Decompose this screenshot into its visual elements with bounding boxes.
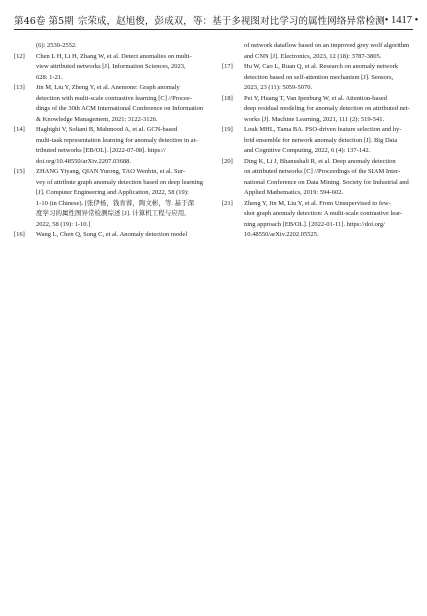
- reference-entry: [222, 41, 414, 62]
- reference-line: brid ensemble for network anomaly detection [J]. Big Data: [244, 136, 398, 144]
- reference-text: [36, 52, 208, 84]
- reference-line: Ding K, Li J, Bhanushali R, et al. Deep anomaly detection: [244, 157, 396, 165]
- reference-line: Zheng Y, Jin M, Liu Y, et al. From Unsupervised to few-: [244, 199, 391, 207]
- reference-entry: [14, 52, 208, 84]
- reference-line: multi-task representation learning for anomaly detection in at-: [36, 136, 198, 144]
- reference-line: Pei Y, Huang T, Van Ipenburg W, et al. Attention-based: [244, 94, 388, 102]
- reference-entry: [14, 167, 208, 230]
- header-rule: [14, 29, 413, 30]
- running-title: 宗荣成，赵旭俊，彭成双，等：基于多视图对比学习的属性网络异常检测: [77, 16, 385, 27]
- reference-text: [36, 167, 208, 230]
- reference-line: Hu W, Cao L, Ruan Q, et al. Research on anomaly network: [244, 63, 398, 70]
- reference-line: Jin M, Liu Y, Zheng Y, et al. Anemone: Graph anomaly: [36, 84, 180, 91]
- reference-entry: [14, 230, 208, 241]
- reference-number: [14, 41, 36, 52]
- reference-number: [21]: [222, 199, 233, 207]
- reference-text: [36, 125, 208, 167]
- reference-line: on attributed networks [C] //Proceedings of the SIAM Inter-: [244, 168, 401, 175]
- reference-entry: [14, 41, 208, 52]
- reference-number: [12]: [14, 52, 25, 60]
- reference-entry: [222, 62, 414, 94]
- reference-text: [36, 41, 208, 52]
- page-header: [14, 12, 419, 28]
- reference-line: vey of attribute graph anomaly detection based on deep learning: [36, 178, 203, 186]
- reference-entry: [222, 157, 414, 199]
- reference-line: Louk MHL, Tama BA. PSO-driven feature selection and hy-: [244, 126, 402, 133]
- reference-line: tributed networks [EB/OL]. [2022-07-08]. https://: [36, 147, 166, 154]
- reference-line: works [J]. Machine Learning, 2021, 111 (2): 519-541.: [244, 115, 385, 123]
- reference-line: [J]. Computer Engineering and Application, 2022, 58 (19):: [36, 189, 189, 196]
- reference-line: Haghighi V, Soltani B, Mahmood A, et al. GCN-based: [36, 126, 178, 133]
- references-left-column: [14, 41, 208, 241]
- reference-text: [244, 41, 414, 62]
- reference-line: Applied Mathematics, 2019: 594-602.: [244, 189, 344, 196]
- reference-line: ZHANG Yiyang, QIAN Yurong, TAO Wenbin, et al. Sur-: [36, 168, 186, 175]
- reference-line: view attributed networks [J]. Information Sciences, 2023,: [36, 63, 186, 70]
- reference-line: and CNN [J]. Electronics, 2023, 12 (18): 3787-3805.: [244, 52, 382, 60]
- reference-entry: [14, 83, 208, 125]
- reference-text: [244, 62, 414, 94]
- reference-entry: [14, 125, 208, 167]
- reference-entry: [222, 199, 414, 241]
- reference-line: national Conference on Data Mining. Society for Industrial and: [244, 178, 409, 186]
- reference-text: [244, 125, 414, 157]
- reference-line: & Knowledge Management, 2021: 3122-3126.: [36, 115, 158, 123]
- reference-entry: [222, 94, 414, 126]
- reference-number: [222, 41, 244, 62]
- reference-text: [36, 230, 208, 241]
- reference-text: [244, 157, 414, 199]
- reference-number: [19]: [222, 126, 233, 133]
- reference-text: [36, 83, 208, 125]
- reference-line: 2022, 58 (19): 1-10.]: [36, 220, 91, 228]
- reference-line: detection based on self-attention mechanism [J]. Sensors,: [244, 73, 394, 81]
- reference-line: 628: 1-21.: [36, 73, 63, 81]
- reference-line: 1-10 (in Chinese). [张伊杨，钱育蓉，陶文彬，等. 基于深: [36, 199, 195, 207]
- reference-line: shot graph anomaly detection: A multi-scale contrastive lear-: [244, 210, 403, 217]
- reference-line: doi.org/10.48550/arXiv.2207.03688.: [36, 157, 131, 165]
- reference-line: Chen L H, Li H, Zhang W, et al. Detect anomalies on multi-: [36, 52, 192, 60]
- page-number: • 1417 •: [384, 14, 419, 26]
- reference-line: dings of the 30th ACM International Conference on Information: [36, 105, 204, 112]
- reference-number: [17]: [222, 63, 233, 70]
- reference-line: 度学习的属性图异常检测综述 [J]. 计算机工程与应用,: [36, 210, 186, 217]
- reference-number: [20]: [222, 157, 233, 165]
- reference-number: [18]: [222, 94, 233, 102]
- reference-line: of network dataflow based on an improved grey wolf algorithm: [244, 42, 410, 49]
- reference-number: [14]: [14, 126, 25, 133]
- reference-line: (6): 2530-2552.: [36, 42, 77, 49]
- volume-issue: 第46卷 第5期: [14, 16, 74, 27]
- references-right-column: [222, 41, 414, 241]
- reference-line: Wang L, Chen Q, Song C, et al. Anomaly detection model: [36, 231, 188, 238]
- reference-line: and Cognitive Computing, 2022, 6 (4): 137-142.: [244, 147, 371, 154]
- reference-line: 2023, 23 (11): 5059-5070.: [244, 84, 313, 91]
- reference-number: [13]: [14, 84, 25, 91]
- reference-number: [15]: [14, 168, 25, 175]
- reference-line: ning approach [EB/OL]. [2022-01-11]. https://doi.org/: [244, 220, 385, 228]
- reference-line: detection with multi-scale contrastive learning [C] //Procee-: [36, 94, 192, 102]
- reference-text: [244, 199, 414, 241]
- reference-number: [16]: [14, 231, 25, 238]
- reference-line: deep residual modeling for anomaly detection on attributed net-: [244, 105, 410, 112]
- reference-text: [244, 94, 414, 126]
- reference-line: 10.48550/arXiv.2202.05525.: [244, 231, 319, 238]
- reference-entry: [222, 125, 414, 157]
